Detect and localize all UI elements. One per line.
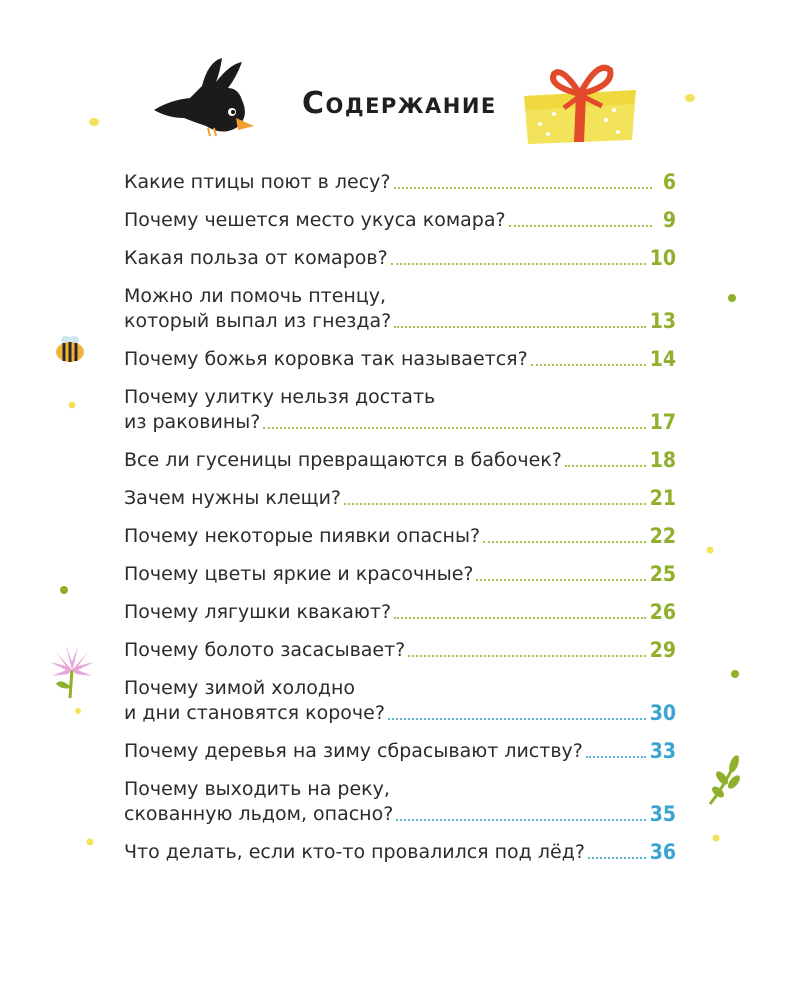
page-number: 21 xyxy=(649,486,676,510)
page-number: 13 xyxy=(649,309,676,333)
toc-entry[interactable] xyxy=(124,739,676,764)
toc-entry-title: Почему божья коровка так называется? xyxy=(124,348,528,370)
toc-entry-title: из раковины? xyxy=(124,411,261,433)
dot-leader xyxy=(408,655,645,657)
page-number: 22 xyxy=(649,524,676,548)
dot-leader xyxy=(388,718,646,720)
page-number: 35 xyxy=(649,802,676,826)
toc-entry[interactable] xyxy=(124,347,676,372)
toc-entry-title: Что делать, если кто-то провалился под лёд? xyxy=(124,841,585,863)
dot-leader xyxy=(396,819,645,821)
toc-entry-title: Почему чешется место укуса комара? xyxy=(124,209,506,231)
page-number: 33 xyxy=(649,739,676,763)
toc-entry[interactable] xyxy=(124,170,676,195)
toc-entry-title: Почему лягушки квакают? xyxy=(124,601,392,623)
toc-entry[interactable] xyxy=(124,246,676,271)
toc-entry-title-line: Почему зимой холодно xyxy=(124,677,356,699)
page-number: 25 xyxy=(649,562,676,586)
toc-entry[interactable] xyxy=(124,676,676,726)
toc-entry[interactable] xyxy=(124,600,676,625)
toc-entry-title: Почему болото засасывает? xyxy=(124,639,406,661)
toc-entry[interactable] xyxy=(124,638,676,663)
toc-entry-title: Какие птицы поют в лесу? xyxy=(124,171,391,193)
toc-entry-title: Почему некоторые пиявки опасны? xyxy=(124,525,481,547)
toc-entry[interactable] xyxy=(124,777,676,827)
dot-leader xyxy=(588,857,646,859)
dot-leader xyxy=(394,187,653,189)
dot-leader xyxy=(263,427,645,429)
dot-leader xyxy=(586,756,646,758)
page-number: 17 xyxy=(649,410,676,434)
toc-entry-title-line: Можно ли помочь птенцу, xyxy=(124,285,387,307)
dot-leader xyxy=(509,225,652,227)
toc-entry[interactable] xyxy=(124,524,676,549)
page-number: 9 xyxy=(662,208,676,232)
page-number: 14 xyxy=(649,347,676,371)
toc-entry-title: Какая польза от комаров? xyxy=(124,247,388,269)
dot-leader xyxy=(483,541,646,543)
page-title: Содержание xyxy=(302,86,497,121)
toc-entry-title: который выпал из гнезда? xyxy=(124,310,392,332)
toc-entry-title: Зачем нужны клещи? xyxy=(124,487,341,509)
page-number: 10 xyxy=(649,246,676,270)
page-number: 26 xyxy=(649,600,676,624)
toc-entry-title: Почему цветы яркие и красочные? xyxy=(124,563,474,585)
dot-leader xyxy=(531,364,646,366)
page-number: 30 xyxy=(649,701,676,725)
toc-entry[interactable] xyxy=(124,385,676,435)
toc-entry-title-line: Почему выходить на реку, xyxy=(124,778,390,800)
toc-entry-title: Почему деревья на зиму сбрасывают листву? xyxy=(124,740,583,762)
page-number: 18 xyxy=(649,448,676,472)
dot-leader xyxy=(391,263,646,265)
toc-entry-title: и дни становятся короче? xyxy=(124,702,385,724)
dot-leader xyxy=(344,503,646,505)
toc-entry[interactable] xyxy=(124,448,676,473)
page-number: 36 xyxy=(649,840,676,864)
toc-entry-title: Все ли гусеницы превращаются в бабочек? xyxy=(124,449,562,471)
dot-leader xyxy=(394,617,646,619)
dot-leader xyxy=(394,326,645,328)
toc-entry[interactable] xyxy=(124,562,676,587)
toc-entry[interactable] xyxy=(124,284,676,334)
toc-entry[interactable] xyxy=(124,486,676,511)
toc-entry[interactable] xyxy=(124,840,676,865)
toc-entry[interactable] xyxy=(124,208,676,233)
dot-leader xyxy=(565,465,646,467)
dot-leader xyxy=(476,579,645,581)
page-number: 29 xyxy=(649,638,676,662)
page-number: 6 xyxy=(662,170,676,194)
toc-entry-title-line: Почему улитку нельзя достать xyxy=(124,386,436,408)
table-of-contents xyxy=(124,170,676,878)
toc-entry-title: скованную льдом, опасно? xyxy=(124,803,394,825)
